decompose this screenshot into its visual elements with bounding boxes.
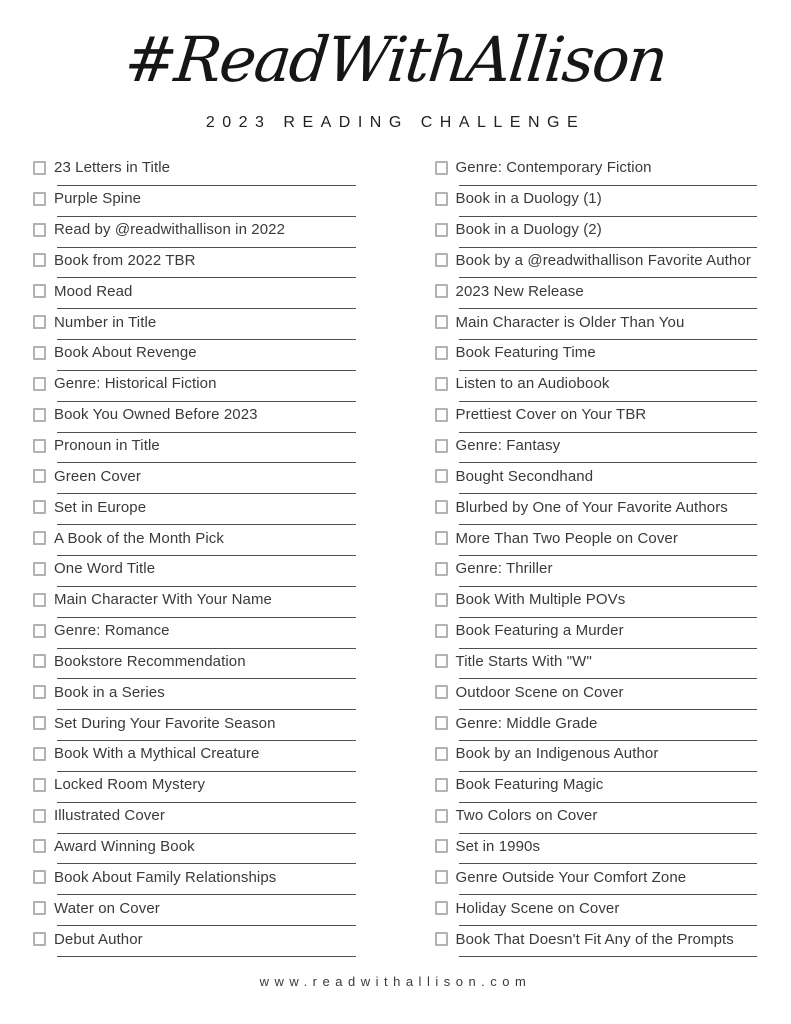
checklist-item — [33, 834, 356, 865]
item-label: Prettiest Cover on Your TBR — [455, 406, 647, 424]
checkbox[interactable] — [33, 346, 46, 360]
item-label: Genre: Contemporary Fiction — [455, 159, 652, 177]
header — [0, 0, 791, 152]
checkbox[interactable] — [33, 654, 46, 668]
checkbox[interactable] — [435, 253, 448, 267]
item-label: Book in a Duology (1) — [455, 190, 602, 208]
checklist-item — [33, 155, 356, 186]
checklist-item — [33, 340, 356, 371]
checkbox[interactable] — [435, 778, 448, 792]
checklist-item — [33, 309, 356, 340]
footer-url: www.readwithallison.com — [259, 973, 532, 989]
checklist-item — [33, 463, 356, 494]
item-label: Pronoun in Title — [54, 437, 160, 455]
checkbox[interactable] — [435, 531, 448, 545]
checkbox[interactable] — [33, 315, 46, 329]
item-label: One Word Title — [54, 560, 156, 578]
checkbox[interactable] — [435, 654, 448, 668]
item-label: Book in a Duology (2) — [455, 221, 602, 239]
checkbox[interactable] — [435, 901, 448, 915]
checklist-item — [435, 340, 758, 371]
checkbox[interactable] — [33, 469, 46, 483]
item-label: Genre: Romance — [54, 622, 170, 640]
checkbox[interactable] — [33, 932, 46, 946]
item-label: Book by a @readwithallison Favorite Author — [455, 251, 751, 269]
checklist-item — [33, 710, 356, 741]
checklist-column-right — [435, 155, 758, 957]
checkbox[interactable] — [435, 839, 448, 853]
checklist-item — [435, 926, 758, 957]
checkbox[interactable] — [435, 192, 448, 206]
item-label: Book With Multiple POVs — [455, 591, 626, 609]
checkbox[interactable] — [33, 593, 46, 607]
checklist-item — [33, 864, 356, 895]
checkbox[interactable] — [33, 870, 46, 884]
item-label: Two Colors on Cover — [455, 807, 598, 825]
checklist-item — [33, 772, 356, 803]
item-label: Main Character is Older Than You — [455, 313, 685, 331]
item-label: Book in a Series — [54, 683, 165, 701]
checkbox[interactable] — [33, 377, 46, 391]
page-subtitle: 2023 READING CHALLENGE — [205, 114, 586, 131]
item-label: Book With a Mythical Creature — [54, 745, 260, 763]
item-label: 2023 New Release — [455, 282, 584, 300]
checklist-item — [33, 649, 356, 680]
checkbox[interactable] — [435, 593, 448, 607]
checkbox[interactable] — [33, 223, 46, 237]
checklist-item — [435, 525, 758, 556]
checkbox[interactable] — [33, 500, 46, 514]
checkbox[interactable] — [435, 624, 448, 638]
checklist-column-left — [33, 155, 356, 957]
checklist — [0, 152, 791, 957]
checklist-item — [33, 433, 356, 464]
checkbox[interactable] — [435, 284, 448, 298]
checkbox[interactable] — [33, 439, 46, 453]
checkbox[interactable] — [33, 531, 46, 545]
item-label: Bookstore Recommendation — [54, 652, 246, 670]
item-label: Read by @readwithallison in 2022 — [54, 221, 286, 239]
checkbox[interactable] — [435, 870, 448, 884]
checklist-item — [435, 371, 758, 402]
checkbox[interactable] — [435, 223, 448, 237]
checklist-item — [435, 217, 758, 248]
checklist-item — [435, 834, 758, 865]
checklist-item — [435, 494, 758, 525]
item-label: Set in 1990s — [455, 837, 541, 855]
checklist-item — [435, 895, 758, 926]
item-label: Book from 2022 TBR — [54, 251, 196, 269]
checkbox[interactable] — [435, 500, 448, 514]
checkbox[interactable] — [435, 809, 448, 823]
checklist-item — [435, 278, 758, 309]
checklist-item — [33, 618, 356, 649]
checkbox[interactable] — [435, 315, 448, 329]
checklist-item — [33, 741, 356, 772]
checkbox[interactable] — [435, 408, 448, 422]
checklist-item — [435, 679, 758, 710]
checklist-item — [435, 741, 758, 772]
item-label: Bought Secondhand — [455, 467, 594, 485]
checklist-item — [435, 710, 758, 741]
item-label: Holiday Scene on Cover — [455, 899, 620, 917]
item-label: Listen to an Audiobook — [455, 375, 610, 393]
page-title: #ReadWithAllison — [121, 23, 670, 96]
item-label: Number in Title — [54, 313, 157, 331]
item-label: Book Featuring Magic — [455, 776, 604, 794]
checkbox[interactable] — [33, 562, 46, 576]
checkbox[interactable] — [435, 685, 448, 699]
checklist-item — [435, 186, 758, 217]
item-label: Outdoor Scene on Cover — [455, 683, 624, 701]
checkbox[interactable] — [435, 346, 448, 360]
checkbox[interactable] — [435, 377, 448, 391]
checklist-item — [435, 803, 758, 834]
checklist-item — [435, 587, 758, 618]
item-label: Genre: Fantasy — [455, 437, 561, 455]
item-label: Main Character With Your Name — [54, 591, 272, 609]
checklist-item — [33, 217, 356, 248]
item-label: Book About Revenge — [54, 344, 197, 362]
checkbox[interactable] — [33, 901, 46, 915]
checklist-item — [33, 525, 356, 556]
item-label: Illustrated Cover — [54, 807, 165, 825]
checkbox[interactable] — [33, 284, 46, 298]
checklist-item — [435, 772, 758, 803]
item-label: Title Starts With "W" — [455, 652, 592, 670]
checklist-item — [435, 463, 758, 494]
checklist-item — [33, 556, 356, 587]
checklist-item — [33, 587, 356, 618]
checkbox[interactable] — [435, 161, 448, 175]
item-label: Book About Family Relationships — [54, 868, 277, 886]
item-label: Water on Cover — [54, 899, 160, 917]
checklist-item — [435, 309, 758, 340]
checklist-item — [435, 618, 758, 649]
checklist-item — [33, 926, 356, 957]
checkbox[interactable] — [435, 562, 448, 576]
item-label: Blurbed by One of Your Favorite Authors — [455, 498, 728, 516]
checkbox[interactable] — [33, 685, 46, 699]
checklist-item — [33, 679, 356, 710]
checklist-item — [33, 186, 356, 217]
item-label: Genre: Historical Fiction — [54, 375, 217, 393]
item-label: Book by an Indigenous Author — [455, 745, 659, 763]
item-label: Award Winning Book — [54, 837, 195, 855]
checkbox[interactable] — [33, 778, 46, 792]
checklist-item — [435, 433, 758, 464]
checkbox[interactable] — [435, 439, 448, 453]
checkbox[interactable] — [435, 747, 448, 761]
item-label: 23 Letters in Title — [54, 159, 171, 177]
checkbox[interactable] — [33, 809, 46, 823]
item-label: Book You Owned Before 2023 — [54, 406, 258, 424]
checklist-item — [33, 371, 356, 402]
checklist-item — [435, 248, 758, 279]
checkbox[interactable] — [33, 839, 46, 853]
item-label: Book That Doesn't Fit Any of the Prompts — [455, 930, 734, 948]
checklist-item — [435, 556, 758, 587]
checklist-item — [435, 649, 758, 680]
checkbox[interactable] — [435, 716, 448, 730]
item-label: Purple Spine — [54, 190, 142, 208]
checklist-item — [33, 248, 356, 279]
item-label: A Book of the Month Pick — [54, 529, 224, 547]
checklist-item — [435, 864, 758, 895]
checkbox[interactable] — [33, 161, 46, 175]
item-label: Set During Your Favorite Season — [54, 714, 276, 732]
item-label: Book Featuring a Murder — [455, 622, 624, 640]
item-label: Genre: Thriller — [455, 560, 553, 578]
checklist-item — [435, 402, 758, 433]
checklist-item — [33, 803, 356, 834]
item-label: Set in Europe — [54, 498, 147, 516]
item-label: Debut Author — [54, 930, 143, 948]
checkbox[interactable] — [435, 469, 448, 483]
checklist-item — [435, 155, 758, 186]
item-label: More Than Two People on Cover — [455, 529, 678, 547]
item-label: Green Cover — [54, 467, 141, 485]
checkbox[interactable] — [33, 192, 46, 206]
checklist-item — [33, 494, 356, 525]
checkbox[interactable] — [33, 747, 46, 761]
checklist-item — [33, 278, 356, 309]
item-label: Genre Outside Your Comfort Zone — [455, 868, 687, 886]
checkbox[interactable] — [33, 253, 46, 267]
item-label: Genre: Middle Grade — [455, 714, 598, 732]
checkbox[interactable] — [33, 408, 46, 422]
item-label: Mood Read — [54, 282, 133, 300]
checkbox[interactable] — [33, 716, 46, 730]
item-label: Book Featuring Time — [455, 344, 596, 362]
checkbox[interactable] — [33, 624, 46, 638]
item-label: Locked Room Mystery — [54, 776, 206, 794]
checklist-item — [33, 402, 356, 433]
checkbox[interactable] — [435, 932, 448, 946]
checklist-item — [33, 895, 356, 926]
